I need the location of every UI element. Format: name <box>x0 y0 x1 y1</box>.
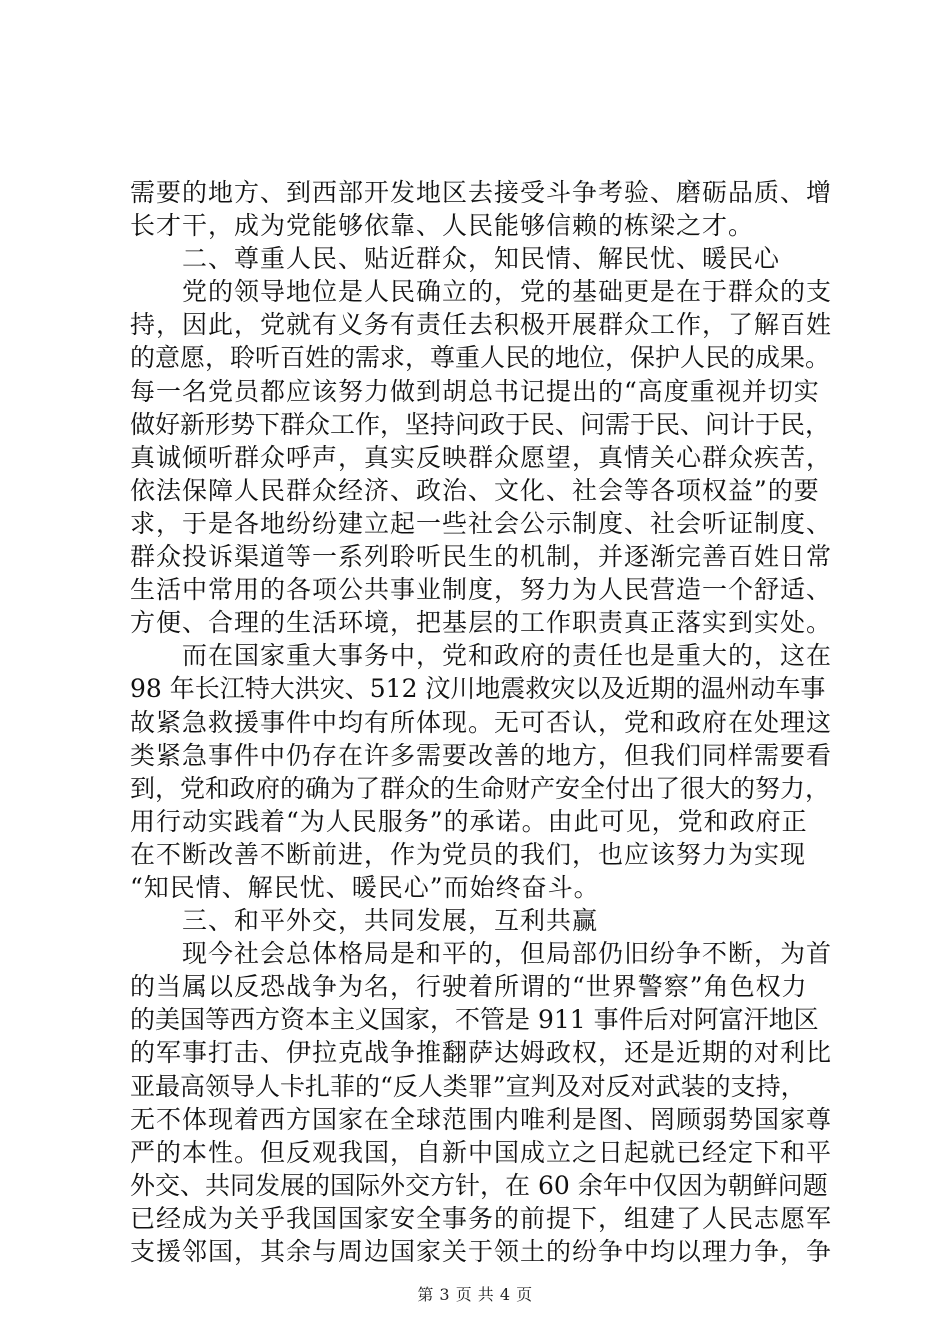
text-line: 而在国家重大事务中，党和政府的责任也是重大的，这在 <box>182 641 833 671</box>
text-line: 到，党和政府的确为了群众的生命财产安全付出了很大的努力， <box>130 773 831 803</box>
text-line: 故紧急救援事件中均有所体现。无可否认，党和政府在处理这 <box>130 707 833 737</box>
text-line: 类紧急事件中仍存在许多需要改善的地方，但我们同样需要看 <box>130 740 833 770</box>
text-line: 的意愿，聆听百姓的需求，尊重人民的地位，保护人民的成果。 <box>130 343 831 373</box>
text-line: “知民情、解民忧、暖民心”而始终奋斗。 <box>130 872 600 902</box>
text-line: 支援邻国，其余与周边国家关于领土的纷争中均以理力争，争 <box>130 1237 833 1266</box>
text-line: 用行动实践着“为人民服务”的承诺。由此可见，党和政府正 <box>130 806 808 836</box>
text-line: 的军事打击、伊拉克战争推翻萨达姆政权，还是近期的对利比 <box>130 1038 833 1068</box>
text-line: 亚最高领导人卡扎菲的“反人类罪”宣判及对反对武装的支持， <box>130 1071 806 1101</box>
text-line: 二、尊重人民、贴近群众，知民情、解民忧、暖民心 <box>182 244 781 274</box>
text-line: 群众投诉渠道等一系列聆听民生的机制，并逐渐完善百姓日常 <box>130 542 833 572</box>
document-body <box>130 176 832 1268</box>
text-line: 无不体现着西方国家在全球范围内唯利是图、罔顾弱势国家尊 <box>130 1104 833 1134</box>
text-line: 三、和平外交，共同发展，互利共赢 <box>182 906 599 936</box>
text-line: 已经成为关乎我国国家安全事务的前提下，组建了人民志愿军 <box>130 1203 833 1233</box>
text-line: 长才干，成为党能够依靠、人民能够信赖的栋梁之才。 <box>130 211 755 241</box>
text-line: 98 年长江特大洪灾、512 汶川地震救灾以及近期的温州动车事 <box>130 674 826 704</box>
text-line: 严的本性。但反观我国，自新中国成立之日起就已经定下和平 <box>130 1137 833 1167</box>
text-line: 的美国等西方资本主义国家，不管是 911 事件后对阿富汗地区 <box>130 1005 819 1035</box>
text-line: 现今社会总体格局是和平的，但局部仍旧纷争不断，为首 <box>182 939 833 969</box>
text-line: 每一名党员都应该努力做到胡总书记提出的“高度重视并切实 <box>130 376 820 406</box>
text-line: 生活中常用的各项公共事业制度，努力为人民营造一个舒适、 <box>130 575 833 605</box>
text-line: 真诚倾听群众呼声，真实反映群众愿望，真情关心群众疾苦， <box>130 442 833 472</box>
text-line: 做好新形势下群众工作，坚持问政于民、问需于民、问计于民， <box>130 409 831 439</box>
text-line: 依法保障人民群众经济、政治、文化、社会等各项权益”的要 <box>130 475 820 505</box>
text-line: 在不断改善不断前进，作为党员的我们，也应该努力为实现 <box>130 839 807 869</box>
text-line: 求，于是各地纷纷建立起一些社会公示制度、社会听证制度、 <box>130 508 833 538</box>
text-line: 方便、合理的生活环境，把基层的工作职责真正落实到实处。 <box>130 608 833 638</box>
page-footer: 第 3 页 共 4 页 <box>417 1285 533 1304</box>
text-line: 外交、共同发展的国际外交方针，在 60 余年中仅因为朝鲜问题 <box>130 1170 828 1200</box>
text-line: 党的领导地位是人民确立的，党的基础更是在于群众的支 <box>182 277 833 307</box>
text-line: 需要的地方、到西部开发地区去接受斗争考验、磨砺品质、增 <box>130 178 833 207</box>
text-line: 持，因此，党就有义务有责任去积极开展群众工作，了解百姓 <box>130 310 833 340</box>
text-line: 的当属以反恐战争为名，行驶着所谓的“世界警察”角色权力 <box>130 972 808 1002</box>
